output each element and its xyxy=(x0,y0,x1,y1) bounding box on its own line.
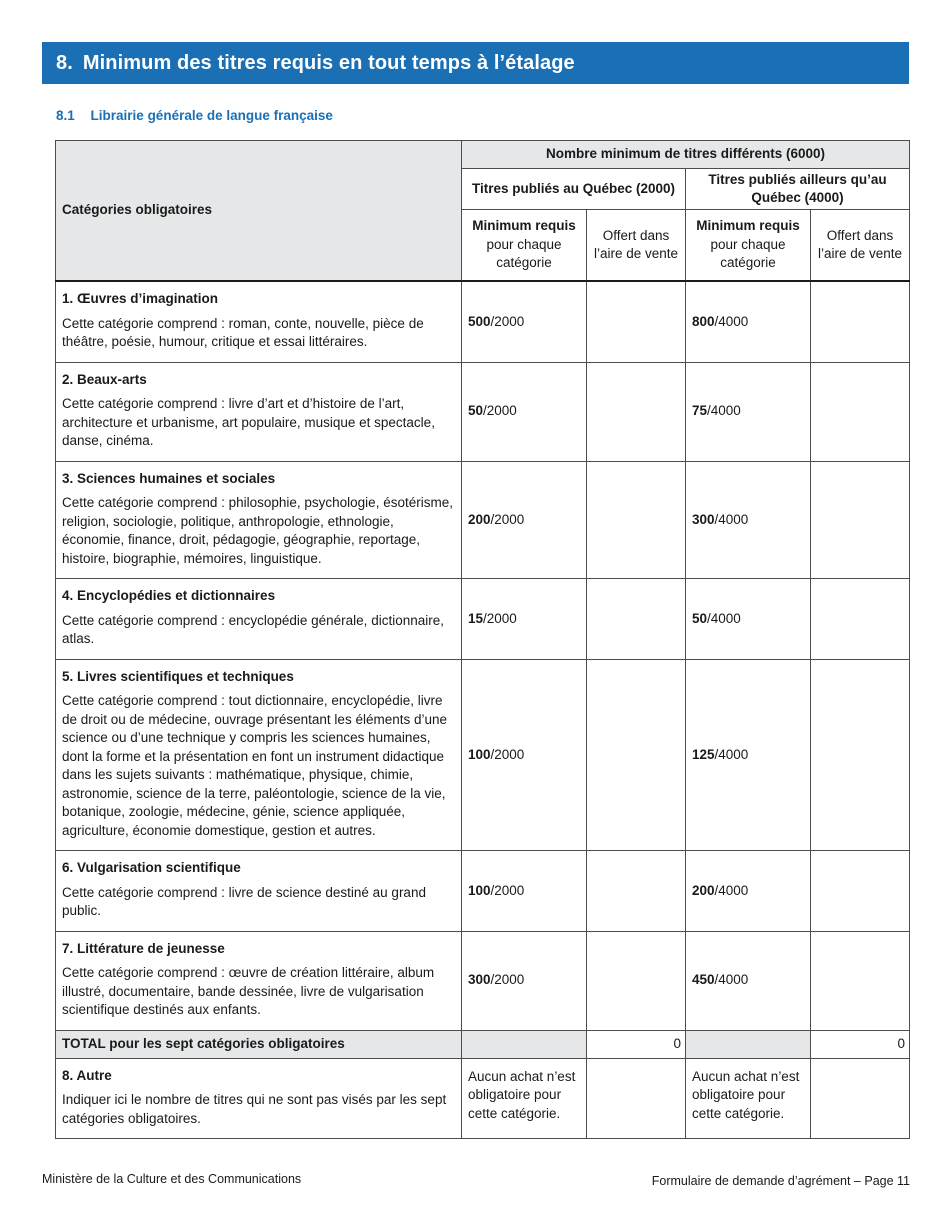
ailleurs-total: /4000 xyxy=(714,882,749,898)
quebec-total: /2000 xyxy=(490,313,525,329)
category-title: 1. Œuvres d’imagination xyxy=(62,291,219,306)
category-description: Cette catégorie comprend : philosophie, psychologie, ésotérisme, religion, sociologie, politique, anthropologie, ethnologie, économie, finance, droit, pédagogie, géographie, reportage, histoire, biographie, mémoires, linguistique. xyxy=(62,495,453,566)
table-row xyxy=(56,281,910,362)
total-quebec-offert[interactable]: 0 xyxy=(587,1030,686,1058)
ailleurs-min-value: 450 xyxy=(692,972,715,988)
quebec-autre-input[interactable] xyxy=(587,1058,686,1139)
quebec-minimum xyxy=(462,851,587,932)
category-description: Cette catégorie comprend : œuvre de création littéraire, album illustré, documentaire, bande dessinée, livre de vulgarisation scientifique destinés aux enfants. xyxy=(62,965,435,1017)
header-min-rest: pour chaque catégorie xyxy=(486,236,562,271)
quebec-offert-input[interactable] xyxy=(587,362,686,461)
quebec-min-value: 100 xyxy=(468,746,491,762)
section-banner xyxy=(42,42,909,84)
quebec-offert-input[interactable] xyxy=(587,281,686,362)
ailleurs-offert-input[interactable] xyxy=(811,579,910,660)
header-min-ailleurs xyxy=(686,210,811,282)
ailleurs-autre-input[interactable] xyxy=(811,1058,910,1139)
quebec-total: /2000 xyxy=(490,746,525,762)
ailleurs-total: /4000 xyxy=(714,746,749,762)
category-title: 6. Vulgarisation scientifique xyxy=(62,860,241,875)
ailleurs-offert-input[interactable] xyxy=(811,851,910,932)
category-title: 3. Sciences humaines et sociales xyxy=(62,470,276,486)
quebec-minimum xyxy=(462,931,587,1030)
category-cell xyxy=(56,461,462,579)
quebec-minimum xyxy=(462,659,587,851)
ailleurs-total: /4000 xyxy=(714,972,749,988)
quebec-min-value: 15 xyxy=(468,610,484,626)
ailleurs-minimum xyxy=(686,362,811,461)
header-quebec: Titres publiés au Québec (2000) xyxy=(462,169,686,210)
section-number: 8. xyxy=(56,51,73,74)
quebec-minimum xyxy=(462,362,587,461)
header-offert-quebec: Offert dans l’aire de vente xyxy=(587,210,686,282)
subsection-heading xyxy=(56,108,333,123)
ailleurs-offert-input[interactable] xyxy=(811,659,910,851)
total-ailleurs-offert[interactable]: 0 xyxy=(811,1030,910,1058)
quebec-total: /2000 xyxy=(490,972,525,988)
section-title: Minimum des titres requis en tout temps à l’étalage xyxy=(82,51,575,74)
ailleurs-offert-input[interactable] xyxy=(811,281,910,362)
table-row xyxy=(56,461,910,579)
table-row xyxy=(56,659,910,851)
quebec-offert-input[interactable] xyxy=(587,659,686,851)
category-description: Indiquer ici le nombre de titres qui ne sont pas visés par les sept catégories obligatoires. xyxy=(62,1092,447,1126)
quebec-min-value: 200 xyxy=(468,511,491,527)
ailleurs-min-value: 75 xyxy=(692,403,708,419)
ailleurs-offert-input[interactable] xyxy=(811,362,910,461)
footer-ministry: Ministère de la Culture et des Communications xyxy=(42,1172,302,1186)
category-title: 5. Livres scientifiques et techniques xyxy=(62,668,294,684)
ailleurs-min-value: 200 xyxy=(692,882,715,898)
quebec-minimum xyxy=(462,579,587,660)
ailleurs-offert-input[interactable] xyxy=(811,461,910,579)
category-cell xyxy=(56,931,462,1030)
category-title: 4. Encyclopédies et dictionnaires xyxy=(62,588,276,603)
header-ailleurs: Titres publiés ailleurs qu’au Québec (4000) xyxy=(686,169,910,210)
table-row xyxy=(56,931,910,1030)
ailleurs-minimum xyxy=(686,931,811,1030)
ailleurs-minimum xyxy=(686,659,811,851)
category-title: 8. Autre xyxy=(62,1067,112,1083)
ailleurs-total: /4000 xyxy=(707,610,741,626)
quebec-total: /2000 xyxy=(483,610,517,626)
category-cell xyxy=(56,579,462,660)
category-description: Cette catégorie comprend : roman, conte, nouvelle, pièce de théâtre, poésie, humour, critique et essai littéraires. xyxy=(62,315,424,349)
quebec-min-value: 500 xyxy=(468,313,491,329)
total-label: TOTAL pour les sept catégories obligatoires xyxy=(56,1030,462,1058)
table-row xyxy=(56,851,910,932)
table-row xyxy=(56,579,910,660)
quebec-total: /2000 xyxy=(490,882,525,898)
category-cell xyxy=(56,362,462,461)
category-description: Cette catégorie comprend : encyclopédie générale, dictionnaire, atlas. xyxy=(62,612,444,646)
header-offert-ailleurs: Offert dans l’aire de vente xyxy=(811,210,910,282)
category-cell xyxy=(56,1058,462,1139)
quebec-offert-input[interactable] xyxy=(587,461,686,579)
titles-table xyxy=(55,140,910,1139)
quebec-min-value: 100 xyxy=(468,882,491,898)
quebec-offert-input[interactable] xyxy=(587,851,686,932)
header-min-bold: Minimum requis xyxy=(696,218,800,234)
header-group: Nombre minimum de titres différents (6000) xyxy=(462,141,910,169)
quebec-offert-input[interactable] xyxy=(587,931,686,1030)
category-title: 7. Littérature de jeunesse xyxy=(62,940,225,956)
category-title: 2. Beaux-arts xyxy=(62,371,147,387)
quebec-min-value: 300 xyxy=(468,972,491,988)
table-row-autre xyxy=(56,1058,910,1139)
ailleurs-min-value: 800 xyxy=(692,313,715,329)
category-description: Cette catégorie comprend : livre d’art et d’histoire de l’art, architecture et urbanisme, art populaire, musique et spectacle, danse, cinéma. xyxy=(62,396,435,448)
subsection-number: 8.1 xyxy=(56,108,75,123)
quebec-minimum xyxy=(462,281,587,362)
total-quebec-minimum xyxy=(462,1030,587,1058)
ailleurs-total: /4000 xyxy=(707,403,741,419)
header-min-quebec xyxy=(462,210,587,282)
category-cell xyxy=(56,281,462,362)
ailleurs-minimum xyxy=(686,851,811,932)
category-cell xyxy=(56,659,462,851)
ailleurs-min-value: 50 xyxy=(692,610,708,626)
quebec-total: /2000 xyxy=(483,403,517,419)
quebec-min-value: 50 xyxy=(468,403,484,419)
header-categories: Catégories obligatoires xyxy=(56,141,462,282)
ailleurs-min-value: 125 xyxy=(692,746,715,762)
category-description: Cette catégorie comprend : livre de science destiné au grand public. xyxy=(62,884,426,918)
total-ailleurs-minimum xyxy=(686,1030,811,1058)
ailleurs-autre-note: Aucun achat n’est obligatoire pour cette catégorie. xyxy=(686,1058,811,1139)
ailleurs-minimum xyxy=(686,461,811,579)
quebec-autre-note: Aucun achat n’est obligatoire pour cette catégorie. xyxy=(462,1058,587,1139)
subsection-title: Librairie générale de langue française xyxy=(90,108,333,123)
ailleurs-total: /4000 xyxy=(714,511,749,527)
ailleurs-minimum xyxy=(686,579,811,660)
table-row xyxy=(56,362,910,461)
ailleurs-total: /4000 xyxy=(714,313,749,329)
header-min-bold: Minimum requis xyxy=(472,218,576,234)
category-description: Cette catégorie comprend : tout dictionnaire, encyclopédie, livre de droit ou de médecine, ouvrage présentant les éléments d’une science ou d’une technique y compris les sciences humaines, dont la forme et la présentation en font un instrument didactique dans les sujets suivants : mathématique, physique, chimie, astronomie, science de la terre, paléontologie, science de la vie, botanique, zoologie, médecine, génie, science appliquée, agriculture, économie domestique, gestion et autres. xyxy=(62,693,448,838)
footer-page: Formulaire de demande d’agrément – Page 11 xyxy=(651,1174,910,1188)
total-row xyxy=(56,1030,910,1058)
ailleurs-minimum xyxy=(686,281,811,362)
quebec-total: /2000 xyxy=(490,511,525,527)
ailleurs-min-value: 300 xyxy=(692,511,715,527)
quebec-minimum xyxy=(462,461,587,579)
ailleurs-offert-input[interactable] xyxy=(811,931,910,1030)
category-cell xyxy=(56,851,462,932)
header-min-rest: pour chaque catégorie xyxy=(710,236,786,271)
quebec-offert-input[interactable] xyxy=(587,579,686,660)
